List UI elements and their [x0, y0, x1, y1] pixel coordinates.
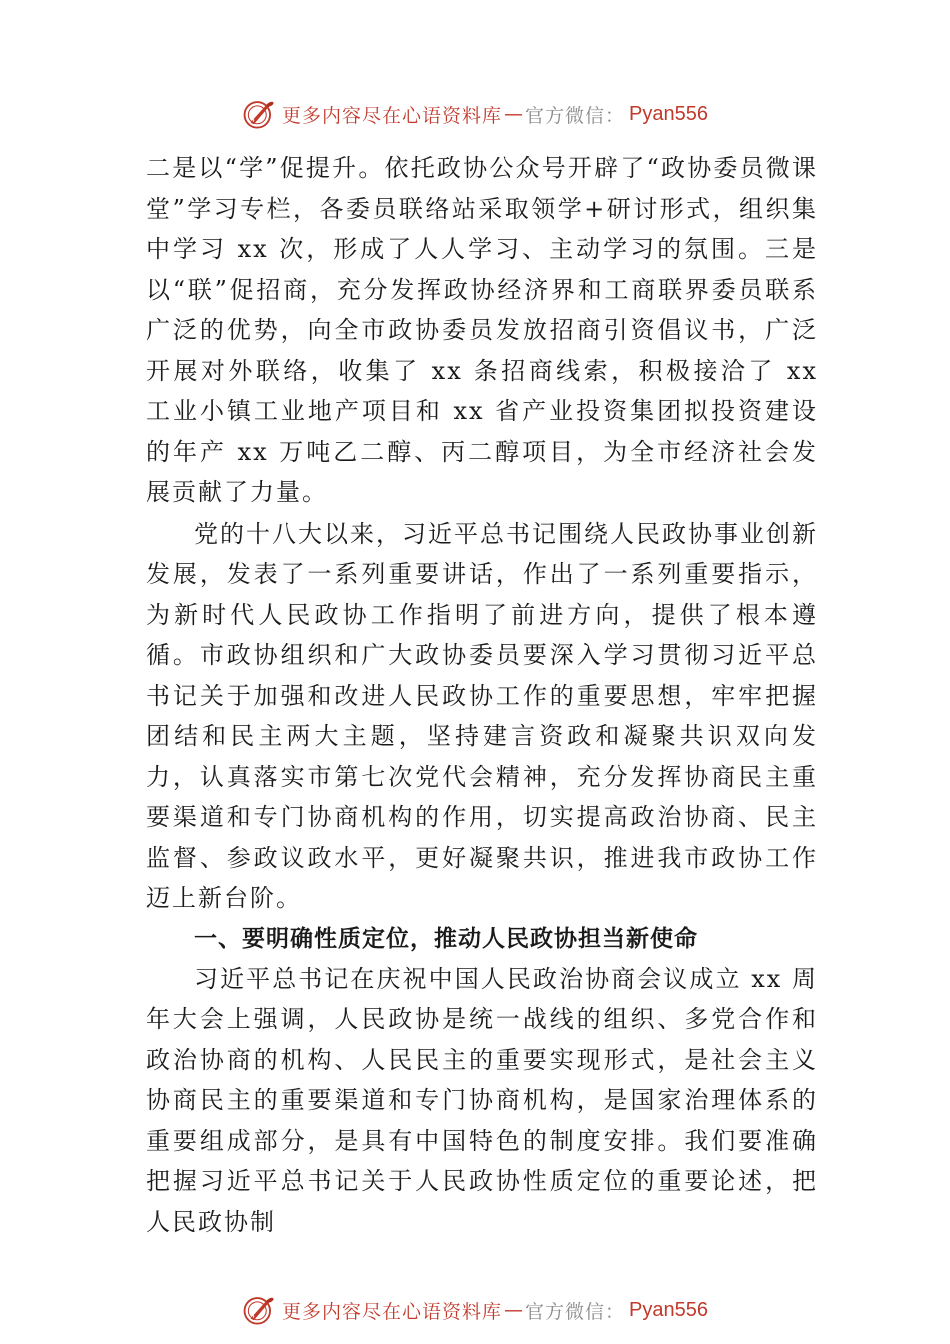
- banner-dash: —: [504, 103, 524, 125]
- banner-wechat-label: 官方微信：: [525, 104, 626, 127]
- paragraph-study-and-investment: 二是以“学”促提升。依托政协公众号开辟了“政协委员微课堂”学习专栏，各委员联络站采取领学+研讨形式，组织集中学习 xx 次，形成了人人学习、主动学习的氛围。三是以“联”促招商，充分发挥政协经济界和工商联界委员联系广泛的优势，向全市政协委员发放招商引资倡议书，广泛开展对外联络，收集了 xx 条招商线索，积极接洽了 xx 工业小镇工业地产项目和 xx 省产业投资集团拟投资建设的年产 xx 万吨乙二醇、丙二醇项目，为全市经济社会发展贡献了力量。: [146, 154, 818, 506]
- footer-watermark-banner: [0, 1290, 950, 1330]
- banner-wechat-label: 官方微信：: [525, 1300, 626, 1323]
- quill-seal-logo-icon: [242, 1293, 276, 1327]
- banner-site-name: 更多内容尽在心语资料库: [282, 1300, 503, 1323]
- document-body: [146, 148, 818, 1242]
- header-watermark-banner: [0, 94, 950, 134]
- paragraph-cppcc-nature: 习近平总书记在庆祝中国人民政治协商会议成立 xx 周年大会上强调，人民政协是统一战线的组织、多党合作和政治协商的机构、人民民主的重要实现形式，是社会主义协商民主的重要渠道和专门协商机构，是国家治理体系的重要组成部分，是具有中国特色的制度安排。我们要准确把握习近平总书记关于人民政协性质定位的重要论述，把人民政协制: [146, 964, 818, 1236]
- quill-seal-logo-icon: [242, 97, 276, 131]
- banner-site-name: 更多内容尽在心语资料库: [282, 104, 503, 127]
- section-heading-1: 一、要明确性质定位，推动人民政协担当新使命: [194, 925, 698, 952]
- banner-wechat-handle: Pyan556: [629, 102, 708, 125]
- banner-wechat-handle: Pyan556: [629, 1298, 708, 1321]
- banner-dash: —: [504, 1299, 524, 1321]
- paragraph-eighteenth-congress: 党的十八大以来，习近平总书记围绕人民政协事业创新发展，发表了一系列重要讲话，作出了一系列重要指示，为新时代人民政协工作指明了前进方向，提供了根本遵循。市政协组织和广大政协委员要深入学习贯彻习近平总书记关于加强和改进人民政协工作的重要思想，牢牢把握团结和民主两大主题，坚持建言资政和凝聚共识双向发力，认真落实市第七次党代会精神，充分发挥协商民主重要渠道和专门协商机构的作用，切实提高政治协商、民主监督、参政议政水平，更好凝聚共识，推进我市政协工作迈上新台阶。: [146, 519, 818, 912]
